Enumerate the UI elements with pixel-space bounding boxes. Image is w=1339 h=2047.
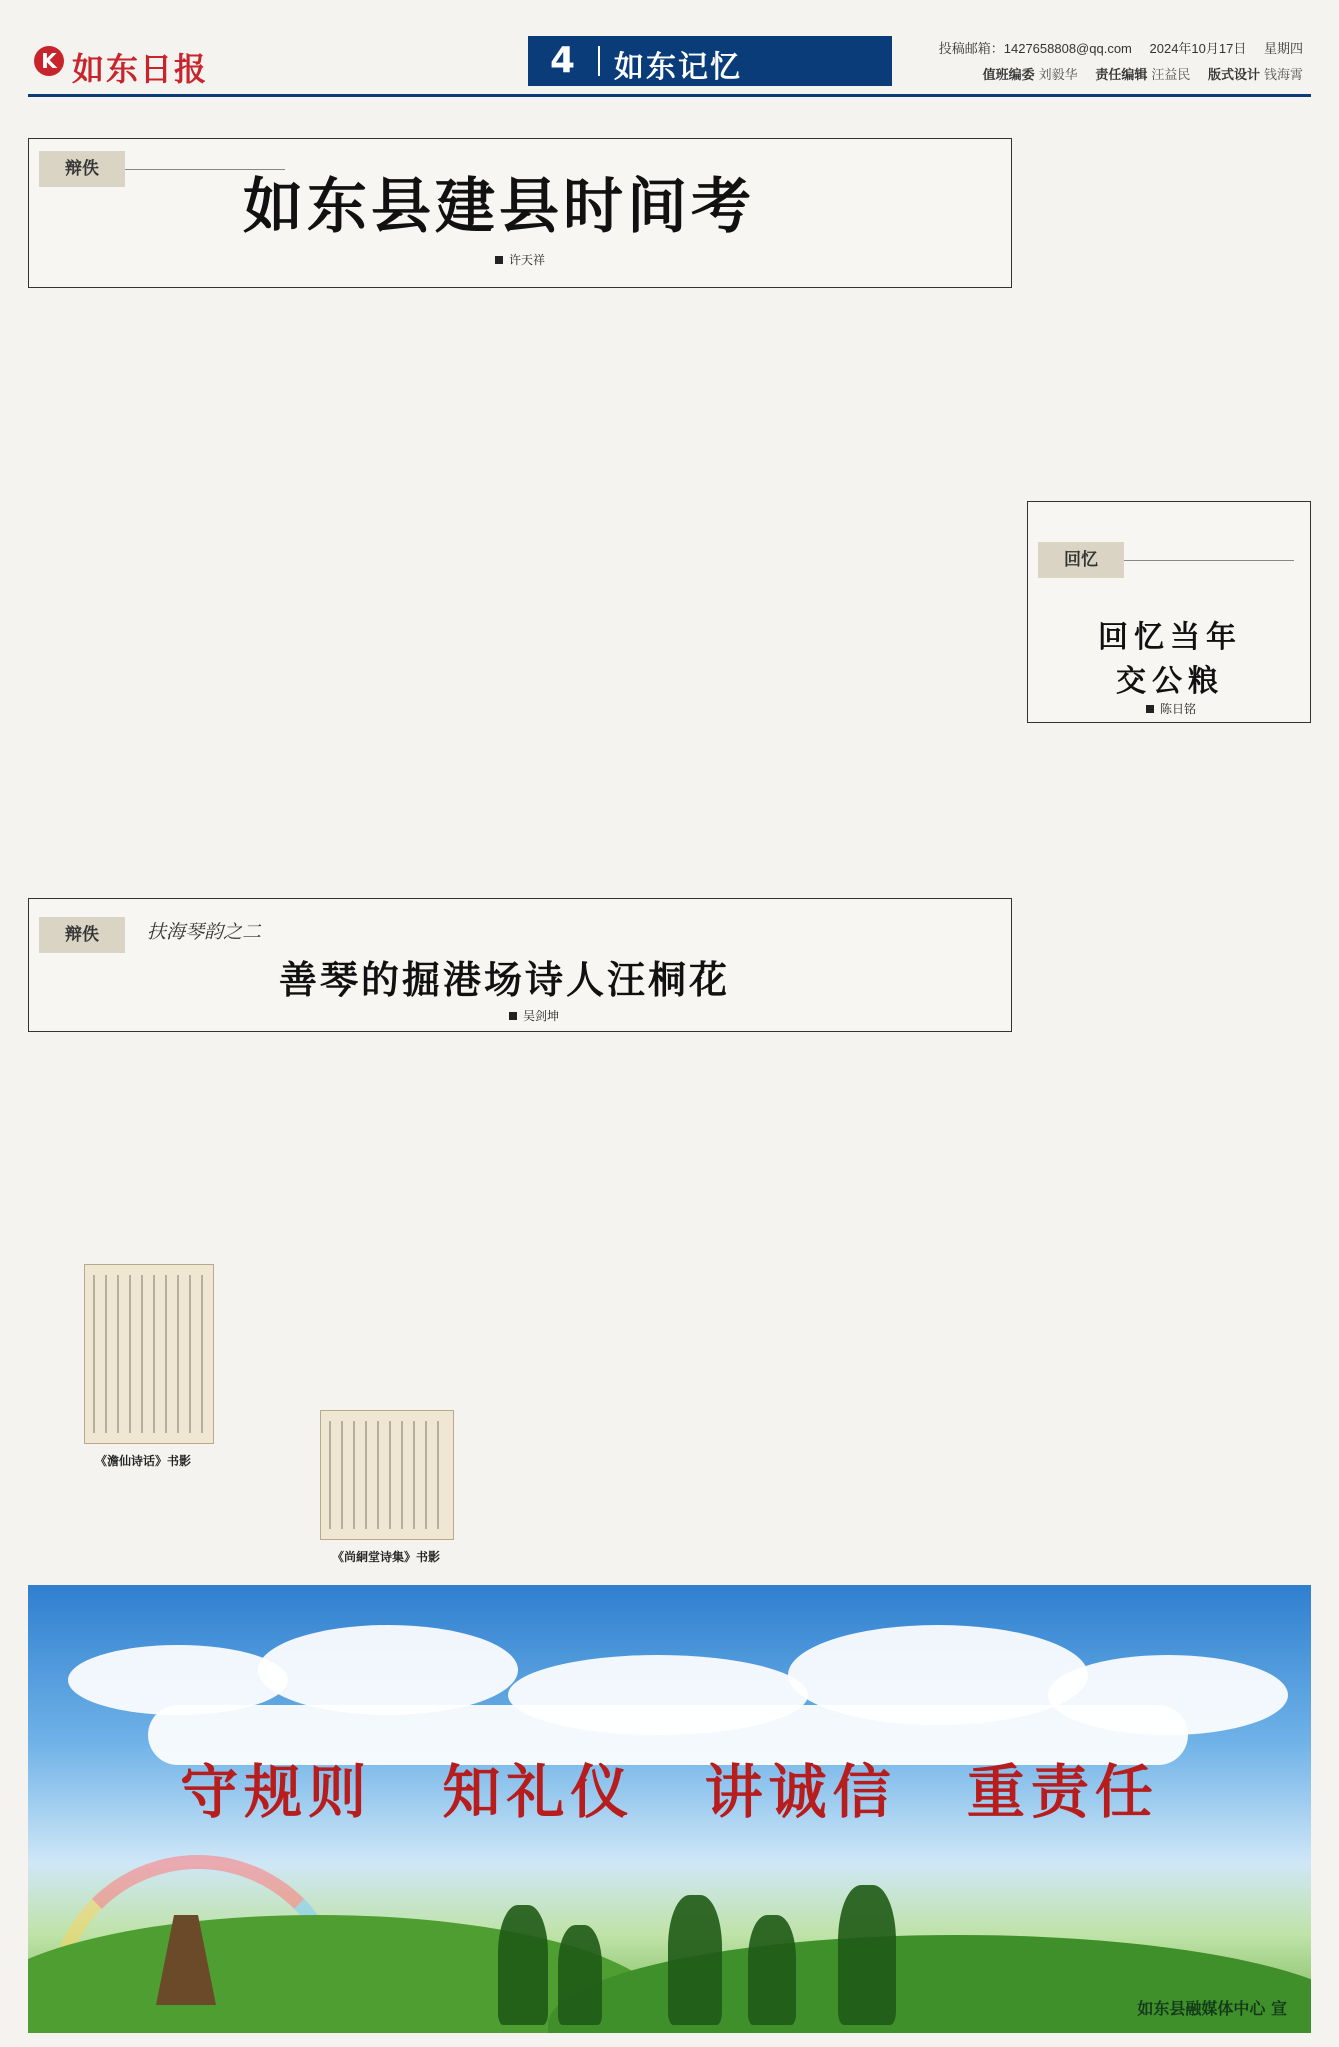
public-service-banner: [28, 1585, 1311, 2033]
poem-block-a: [54, 1522, 254, 1578]
slogan-line: [28, 1745, 1311, 1829]
photo1-caption: 《澹仙诗话》书影: [94, 1454, 191, 1468]
page-number: 4: [550, 40, 576, 81]
article1-column-4: [748, 302, 1006, 876]
cloud-shape: [258, 1625, 518, 1715]
article2-column-3: [514, 1048, 754, 1576]
article2-column-1: [28, 1048, 258, 1256]
newspaper-name: 如东日报: [72, 50, 209, 88]
article2-title: 善琴的掘港场诗人汪桐花: [279, 958, 731, 1002]
family-silhouette-icon: [668, 1895, 722, 2025]
article1-column-1: [28, 302, 258, 876]
duty-editor-name: 刘毅华: [1038, 67, 1078, 82]
article1-column-3: [508, 302, 738, 876]
article3-byline: 陈日铭: [1146, 700, 1196, 717]
article3-header: [1027, 501, 1311, 723]
article2-kicker: 扶海琴韵之二: [147, 921, 262, 943]
masthead-rule: [28, 94, 1311, 97]
newspaper-logo-icon: K: [34, 46, 64, 76]
designer-label: 版式设计: [1207, 67, 1260, 82]
article1-title: 如东县建县时间考: [243, 172, 755, 242]
editor-label: 责任编辑: [1095, 67, 1148, 82]
article2-column-2: [268, 1048, 504, 1128]
slogan-2: 知礼仪: [442, 1758, 635, 1826]
article3-column-tag: 回忆: [1038, 542, 1124, 578]
article1-byline: 许天祥: [495, 251, 545, 268]
issue-meta: [925, 38, 1303, 57]
family-silhouette-icon: [838, 1885, 896, 2025]
article2-column-tag: 辩佚: [39, 917, 125, 953]
article3-title-line1: 回忆当年: [1098, 620, 1242, 655]
duty-editor-label: 值班编委: [982, 67, 1035, 82]
article1-column-tag: 辩佚: [39, 151, 125, 187]
family-silhouette-icon: [748, 1915, 796, 2025]
editor-name: 汪益民: [1151, 67, 1191, 82]
banner-credit: 如东县融媒体中心 宣: [1137, 1999, 1287, 2018]
article3-intro-column: [1027, 130, 1311, 490]
article2-column-2-mid: [268, 1252, 504, 1408]
issue-weekday: 星期四: [1263, 41, 1303, 56]
section-name: 如东记忆: [614, 50, 742, 85]
designer-name: 钱海霄: [1263, 67, 1303, 82]
family-silhouette-icon: [558, 1925, 602, 2025]
page-header-box: [528, 36, 892, 86]
book-page-photo-2: [320, 1410, 454, 1540]
book-page-photo-1: [84, 1264, 214, 1444]
submission-email[interactable]: 1427658808@qq.com: [1003, 41, 1132, 56]
page-header-divider: [598, 46, 600, 76]
article3-body-column: [1027, 733, 1311, 1575]
article2-column-4: [764, 1048, 1012, 1576]
article1-header: [28, 138, 1012, 288]
article1-column-2: [268, 302, 498, 876]
email-label: 投稿邮箱：: [938, 41, 1004, 56]
article2-byline: 吴剑坤: [509, 1007, 559, 1024]
masthead: [28, 18, 1311, 88]
poem-block-b: [290, 1132, 500, 1250]
family-silhouette-icon: [498, 1905, 548, 2025]
issue-date: 2024年10月17日: [1149, 41, 1247, 56]
article3-title-line2: 交公粮: [1116, 664, 1224, 699]
photo2-caption: 《尚絅堂诗集》书影: [331, 1550, 440, 1564]
article2-column-1-bottom: [28, 1472, 258, 1520]
slogan-4: 重责任: [966, 1758, 1159, 1826]
slogan-1: 守规则: [180, 1758, 373, 1826]
article2-header: [28, 898, 1012, 1032]
slogan-3: 讲诚信: [704, 1758, 897, 1826]
tag-rule: [1124, 560, 1294, 561]
editor-credits: [969, 64, 1303, 83]
